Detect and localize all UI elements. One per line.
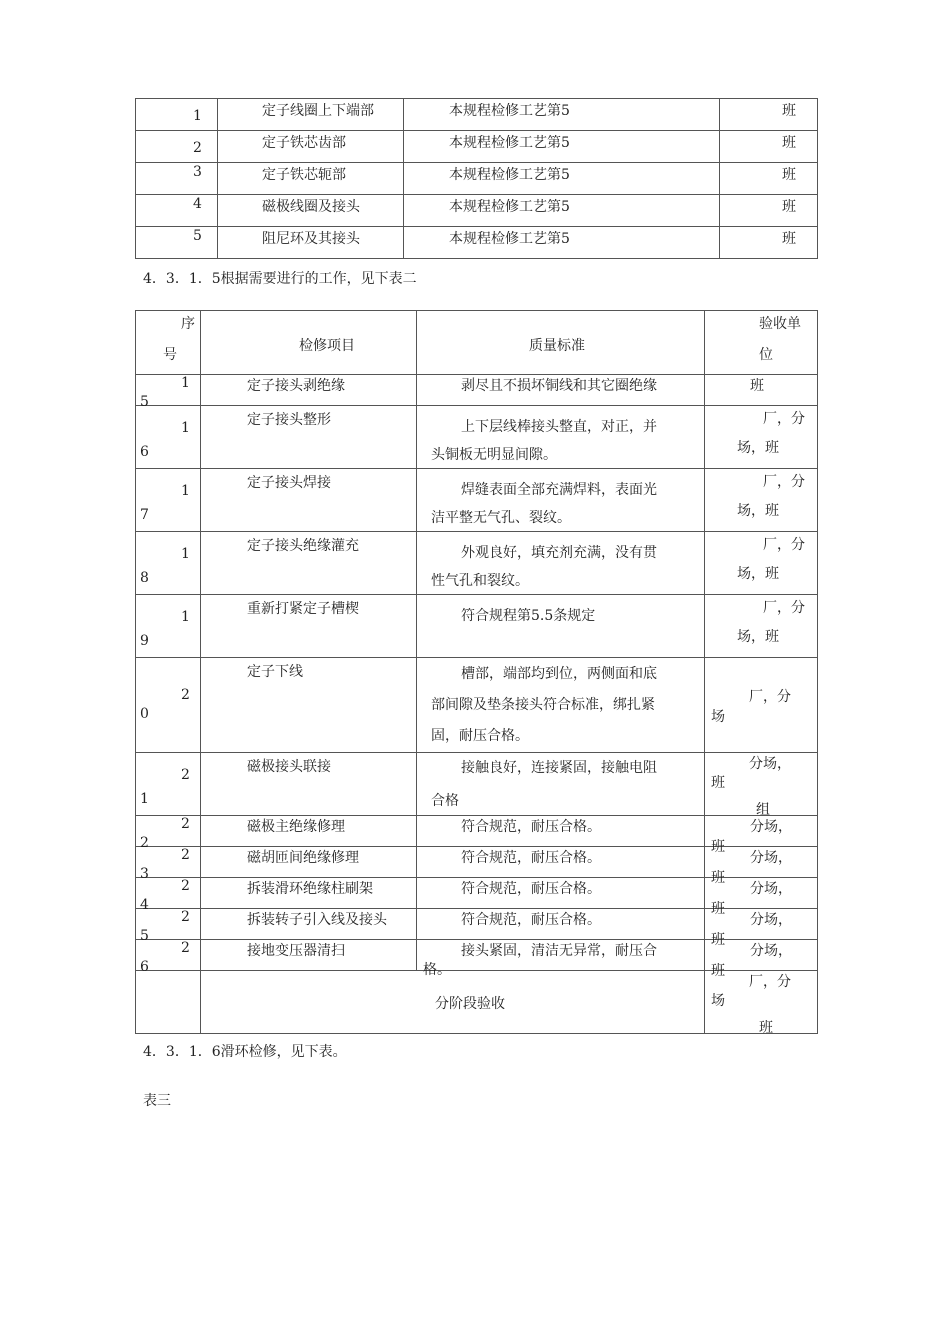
cell-text: 5 — [140, 394, 149, 410]
inspection-table-2 — [135, 310, 818, 1034]
standard-cell — [417, 847, 705, 878]
cell-text: 位 — [759, 347, 773, 363]
cell-text: 定子接头剥绝缘 — [247, 378, 345, 394]
cell-text: 本规程检修工艺第5 — [449, 167, 570, 183]
cell-text: 符合规范，耐压合格。 — [461, 850, 601, 866]
unit-cell — [705, 940, 818, 979]
cell-text: 部间隙及垫条接头符合标准，绑扎紧 — [431, 697, 655, 713]
cell-text: 场 — [711, 709, 725, 725]
cell-text: 2 — [181, 940, 190, 956]
standard-cell — [417, 878, 705, 909]
cell-text: 分场， — [750, 819, 792, 835]
row-number — [136, 131, 218, 163]
table-row — [136, 847, 818, 878]
standard-cell — [404, 131, 720, 163]
cell-text: 磁极主绝缘修理 — [247, 819, 345, 835]
item-cell — [201, 658, 417, 753]
table-row — [136, 878, 818, 909]
item-cell — [201, 753, 417, 816]
cell-text: 2 — [181, 816, 190, 832]
row-number — [136, 227, 218, 259]
section-4-3-1-6-text: 4．3．1．6滑环检修，见下表。 — [143, 1044, 347, 1060]
row-number — [136, 816, 201, 851]
item-cell — [201, 595, 417, 658]
item-cell — [201, 816, 417, 847]
cell-text: 场，班 — [737, 503, 779, 519]
final-label-cell — [201, 971, 705, 1034]
item-cell — [201, 406, 417, 469]
cell-text: 定子下线 — [247, 664, 303, 680]
table-row — [136, 595, 818, 658]
table-row — [136, 909, 818, 940]
cell-text: 班 — [782, 135, 796, 151]
cell-text: 阻尼环及其接头 — [262, 231, 360, 247]
cell-text: 3 — [140, 866, 149, 882]
row-number — [136, 469, 201, 532]
header-standard — [417, 311, 705, 375]
unit-cell — [705, 909, 818, 948]
cell-text: 验收单 — [759, 316, 801, 332]
cell-text: 本规程检修工艺第5 — [449, 103, 570, 119]
cell-text: 定子铁芯轭部 — [262, 167, 346, 183]
unit-cell — [705, 595, 818, 658]
cell-text: 接头紧固，清洁无异常，耐压合 — [461, 943, 657, 959]
cell-text: 9 — [140, 633, 149, 649]
table-row — [136, 131, 818, 163]
table-row — [136, 99, 818, 131]
unit-cell — [705, 753, 818, 816]
cell-text: 序 — [181, 316, 195, 332]
cell-text: 班 — [711, 775, 725, 791]
cell-text: 1 — [181, 483, 190, 499]
cell-text: 分场， — [750, 881, 792, 897]
item-cell — [218, 227, 404, 259]
cell-text: 分场， — [749, 756, 791, 772]
cell-text: 号 — [163, 347, 177, 363]
cell-text: 班 — [759, 1020, 773, 1036]
cell-text: 定子接头绝缘灌充 — [247, 538, 359, 554]
item-cell — [201, 469, 417, 532]
cell-text: 组 — [756, 802, 770, 818]
cell-text: 接地变压器清扫 — [247, 943, 345, 959]
cell-text: 上下层线棒接头整直，对正，并 — [461, 419, 657, 435]
cell-text: 1 — [140, 791, 149, 807]
cell-text: 磁极接头联接 — [247, 759, 331, 775]
unit-cell — [720, 99, 818, 131]
unit-cell — [705, 406, 818, 469]
cell-text: 1 — [193, 108, 202, 124]
cell-text: 2 — [181, 847, 190, 863]
unit-cell — [705, 532, 818, 595]
standard-cell — [417, 532, 705, 595]
cell-text: 班 — [711, 901, 725, 917]
item-cell — [218, 99, 404, 131]
cell-text: 7 — [140, 507, 149, 523]
row-number — [136, 847, 201, 882]
unit-cell — [705, 469, 818, 532]
standard-cell — [417, 595, 705, 658]
cell-text: 班 — [711, 963, 725, 979]
cell-text: 拆装转子引入线及接头 — [247, 912, 387, 928]
cell-text: 6 — [140, 444, 149, 460]
cell-text: 6 — [140, 959, 149, 975]
row-number — [136, 406, 201, 469]
cell-text: 本规程检修工艺第5 — [449, 231, 570, 247]
cell-text: 厂，分 — [763, 474, 805, 490]
cell-text: 符合规范，耐压合格。 — [461, 881, 601, 897]
table-row — [136, 469, 818, 532]
cell-text: 洁平整无气孔、裂纹。 — [431, 510, 571, 526]
item-cell — [218, 195, 404, 227]
row-number — [136, 532, 201, 595]
cell-text: 场 — [711, 993, 725, 1009]
unit-cell — [720, 195, 818, 227]
unit-cell — [705, 878, 818, 917]
cell-text: 2 — [181, 909, 190, 925]
cell-text: 厂，分 — [763, 537, 805, 553]
item-cell — [201, 878, 417, 909]
cell-text: 外观良好，填充剂充满，没有贯 — [461, 545, 657, 561]
standard-cell — [417, 469, 705, 532]
unit-cell — [720, 163, 818, 195]
item-cell — [201, 940, 417, 971]
cell-text: 符合规范，耐压合格。 — [461, 819, 601, 835]
cell-text: 班 — [782, 167, 796, 183]
cell-text: 分阶段验收 — [435, 996, 505, 1012]
empty-cell — [136, 971, 201, 1034]
table-header-row — [136, 311, 818, 375]
item-cell — [218, 131, 404, 163]
cell-text: 2 — [181, 767, 190, 783]
standard-cell — [417, 375, 705, 406]
cell-text: 场，班 — [737, 629, 779, 645]
unit-cell — [705, 816, 818, 855]
cell-text: 2 — [140, 835, 149, 851]
cell-text: 焊缝表面全部充满焊料，表面光 — [461, 482, 657, 498]
cell-text: 1 — [181, 420, 190, 436]
inspection-table-1 — [135, 98, 818, 259]
row-number — [136, 658, 201, 753]
row-number — [136, 99, 218, 131]
cell-text: 2 — [181, 687, 190, 703]
cell-text: 符合规范，耐压合格。 — [461, 912, 601, 928]
cell-text: 合格 — [431, 793, 459, 809]
header-no — [136, 311, 201, 375]
cell-text: 5 — [140, 928, 149, 944]
cell-text: 班 — [782, 103, 796, 119]
cell-text: 本规程检修工艺第5 — [449, 135, 570, 151]
cell-text: 1 — [181, 609, 190, 625]
standard-cell — [417, 406, 705, 469]
cell-text: 场，班 — [737, 566, 779, 582]
cell-text: 头铜板无明显间隙。 — [431, 447, 557, 463]
cell-text: 厂，分 — [763, 411, 805, 427]
cell-text: 分场， — [750, 943, 792, 959]
item-cell — [201, 375, 417, 406]
cell-text: 班 — [750, 378, 764, 394]
section-4-3-1-5-text: 4．3．1．5根据需要进行的工作，见下表二 — [143, 271, 417, 287]
cell-text: 接触良好，连接紧固，接触电阻 — [461, 760, 657, 776]
item-cell — [201, 909, 417, 940]
cell-text: 班 — [782, 231, 796, 247]
cell-text: 格。 — [423, 962, 451, 978]
standard-cell — [417, 940, 705, 978]
cell-text: 2 — [193, 140, 202, 156]
cell-text: 2 — [181, 878, 190, 894]
header-item — [201, 311, 417, 375]
cell-text: 定子线圈上下端部 — [262, 103, 374, 119]
cell-text: 1 — [181, 375, 190, 391]
unit-cell — [705, 375, 818, 406]
standard-cell — [417, 753, 705, 816]
standard-cell — [404, 99, 720, 131]
cell-text: 班 — [711, 870, 725, 886]
cell-text: 拆装滑环绝缘柱刷架 — [247, 881, 373, 897]
cell-text: 0 — [140, 706, 149, 722]
standard-cell — [417, 658, 705, 753]
table-row — [136, 816, 818, 847]
cell-text: 分场， — [750, 850, 792, 866]
table-row — [136, 163, 818, 195]
cell-text: 定子铁芯齿部 — [262, 135, 346, 151]
cell-text: 厂，分 — [749, 689, 791, 705]
cell-text: 质量标准 — [529, 338, 585, 354]
cell-text: 8 — [140, 570, 149, 586]
table-row — [136, 940, 818, 971]
table-row — [136, 406, 818, 469]
cell-text: 剥尽且不损坏铜线和其它圈绝缘 — [461, 378, 657, 394]
standard-cell — [404, 227, 720, 259]
cell-text: 分场， — [750, 912, 792, 928]
cell-text: 厂，分 — [749, 974, 791, 990]
cell-text: 检修项目 — [299, 338, 355, 354]
header-unit — [705, 311, 818, 375]
standard-cell — [417, 909, 705, 940]
unit-cell — [705, 847, 818, 886]
cell-text: 磁极线圈及接头 — [262, 199, 360, 215]
cell-text: 重新打紧定子槽楔 — [247, 601, 359, 617]
table-row — [136, 195, 818, 227]
row-number — [136, 909, 201, 944]
row-number — [136, 595, 201, 658]
cell-text: 4 — [193, 196, 202, 212]
item-cell — [201, 847, 417, 878]
table-row — [136, 658, 818, 753]
table-row — [136, 532, 818, 595]
cell-text: 4 — [140, 897, 149, 913]
unit-cell — [720, 131, 818, 163]
standard-cell — [404, 195, 720, 227]
cell-text: 槽部，端部均到位，两侧面和底 — [461, 666, 657, 682]
cell-text: 班 — [782, 199, 796, 215]
cell-text: 定子接头焊接 — [247, 475, 331, 491]
cell-text: 厂，分 — [763, 600, 805, 616]
final-unit-cell — [705, 971, 818, 1034]
cell-text: 性气孔和裂纹。 — [431, 573, 529, 589]
item-cell — [201, 532, 417, 595]
cell-text: 符合规程第5.5条规定 — [461, 608, 596, 624]
standard-cell — [417, 816, 705, 847]
standard-cell — [404, 163, 720, 195]
table-3-caption: 表三 — [143, 1093, 171, 1109]
unit-cell — [720, 227, 818, 259]
cell-text: 固，耐压合格。 — [431, 728, 529, 744]
row-number — [136, 878, 201, 913]
cell-text: 场，班 — [737, 440, 779, 456]
cell-text: 定子接头整形 — [247, 412, 331, 428]
row-number — [136, 195, 218, 227]
cell-text: 班 — [711, 839, 725, 855]
row-number — [136, 753, 201, 816]
row-number — [136, 375, 201, 410]
cell-text: 磁胡匝间绝缘修理 — [247, 850, 359, 866]
row-number — [136, 163, 218, 195]
cell-text: 5 — [193, 228, 202, 244]
table-row — [136, 375, 818, 406]
cell-text: 1 — [181, 546, 190, 562]
row-number — [136, 940, 201, 975]
cell-text: 班 — [711, 932, 725, 948]
cell-text: 3 — [193, 164, 202, 180]
final-acceptance-row — [136, 971, 818, 1034]
cell-text: 本规程检修工艺第5 — [449, 199, 570, 215]
unit-cell — [705, 658, 818, 753]
table-row — [136, 753, 818, 816]
item-cell — [218, 163, 404, 195]
table-row — [136, 227, 818, 259]
